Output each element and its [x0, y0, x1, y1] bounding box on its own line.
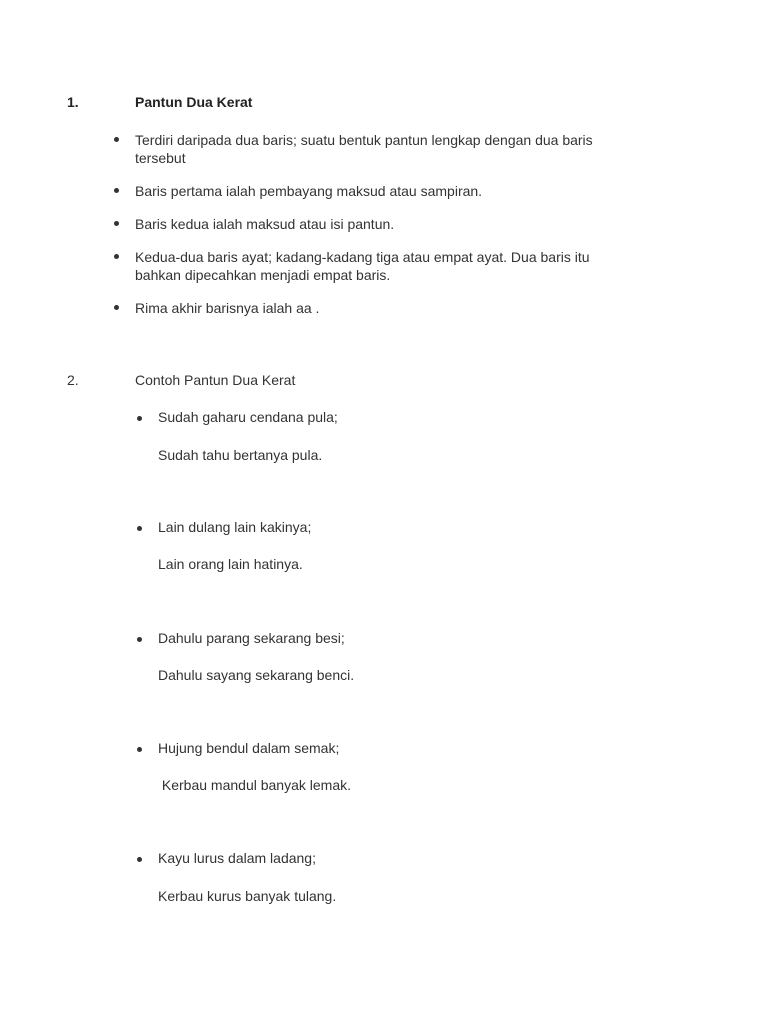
point-line: Kedua-dua baris ayat; kadang-kadang tiga atau empat ayat. Dua baris itu — [135, 249, 590, 265]
example-line-2: Dahulu sayang sekarang benci. — [158, 667, 355, 683]
example-line-2: Kerbau kurus banyak tulang. — [158, 888, 337, 904]
bullet-icon — [137, 857, 142, 862]
point-line: bahkan dipecahkan menjadi empat baris. — [135, 267, 391, 283]
bullet-icon — [137, 637, 142, 642]
section-2-title: Contoh Pantun Dua Kerat — [135, 372, 296, 388]
section-2-number: 2. — [67, 372, 79, 388]
example-line-2: Lain orang lain hatinya. — [158, 556, 303, 572]
example-line-1: Lain dulang lain kakinya; — [158, 519, 312, 535]
point-line: Baris kedua ialah maksud atau isi pantun. — [135, 216, 395, 232]
example-line-1: Hujung bendul dalam semak; — [158, 740, 340, 756]
bullet-icon — [114, 221, 119, 226]
example-line-1: Kayu lurus dalam ladang; — [158, 850, 316, 866]
point-line: Baris pertama ialah pembayang maksud atau sampiran. — [135, 183, 483, 199]
example-line-1: Sudah gaharu cendana pula; — [158, 409, 338, 425]
section-1-title: Pantun Dua Kerat — [135, 94, 253, 110]
section-1-number: 1. — [67, 94, 79, 110]
example-line-2: Kerbau mandul banyak lemak. — [158, 777, 351, 793]
bullet-icon — [137, 416, 142, 421]
bullet-icon — [137, 747, 142, 752]
bullet-icon — [114, 188, 119, 193]
example-line-2: Sudah tahu bertanya pula. — [158, 447, 323, 463]
bullet-icon — [114, 305, 119, 310]
point-line: Terdiri daripada dua baris; suatu bentuk pantun lengkap dengan dua baris — [135, 132, 593, 148]
example-line-1: Dahulu parang sekarang besi; — [158, 630, 345, 646]
bullet-icon — [114, 137, 119, 142]
bullet-icon — [114, 254, 119, 259]
bullet-icon — [137, 526, 142, 531]
point-line: Rima akhir barisnya ialah aa . — [135, 300, 320, 316]
point-line: tersebut — [135, 150, 186, 166]
